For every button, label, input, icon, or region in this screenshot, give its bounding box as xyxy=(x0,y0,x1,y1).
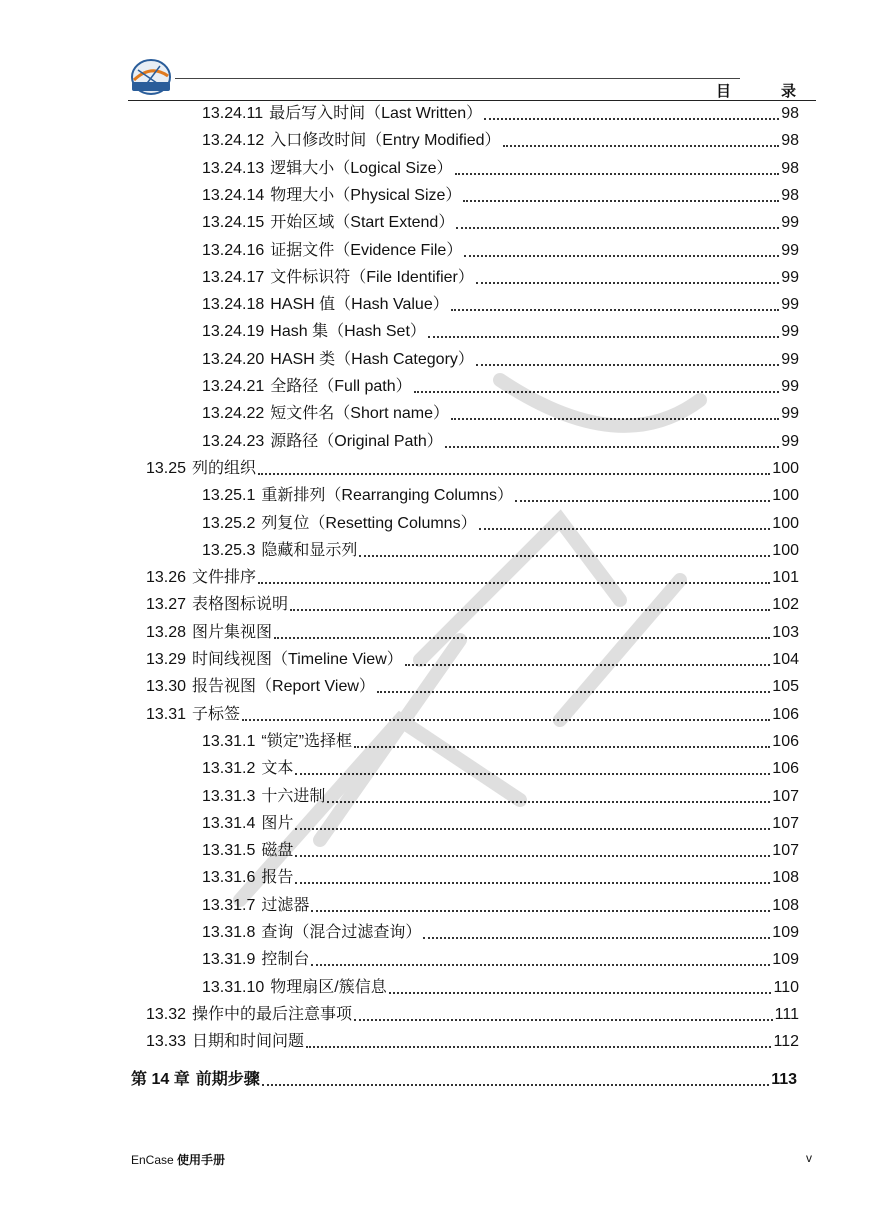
toc-chapter-entry[interactable] xyxy=(131,1070,797,1090)
toc-entry[interactable] xyxy=(202,213,799,233)
toc-dot-leader xyxy=(258,473,770,475)
toc-entry-number: 13.25.1 xyxy=(202,487,256,505)
toc-entry-title: 列复位（Resetting Columns） xyxy=(261,514,477,532)
toc-entry-title: 文件排序 xyxy=(192,569,257,587)
toc-entry-number: 13.31.8 xyxy=(202,924,256,941)
toc-entry-number: 13.24.12 xyxy=(202,132,265,150)
toc-entry[interactable] xyxy=(202,814,799,834)
toc-entry-number: 13.24.23 xyxy=(202,432,265,450)
toc-entry[interactable] xyxy=(202,131,799,151)
toc-entry-title: 查询（混合过滤查询） xyxy=(261,924,422,941)
toc-entry-page: 102 xyxy=(772,596,799,614)
toc-entry[interactable] xyxy=(202,268,799,288)
toc-entry-title: 开始区域（Start Extend） xyxy=(270,214,455,232)
toc-dot-leader xyxy=(463,200,779,202)
toc-entry[interactable] xyxy=(202,350,799,370)
footer-page-number: v xyxy=(806,1151,812,1165)
toc-dot-leader xyxy=(274,637,770,639)
toc-dot-leader xyxy=(306,1046,771,1048)
toc-entry-number: 13.24.16 xyxy=(202,241,265,259)
toc-entry-number: 13.31.2 xyxy=(202,760,256,778)
toc-dot-leader xyxy=(479,528,771,530)
toc-entry-number: 13.25.3 xyxy=(202,541,256,559)
header-thin-rule xyxy=(175,78,740,79)
toc-entry-page: 106 xyxy=(772,732,799,750)
toc-entry-page: 108 xyxy=(772,896,799,914)
toc-entry-title: HASH 值（Hash Value） xyxy=(270,296,449,314)
toc-dot-leader xyxy=(503,145,780,147)
header-rule xyxy=(128,100,816,101)
toc-dot-leader xyxy=(354,1019,773,1021)
toc-entry-title: 隐藏和显示列 xyxy=(261,541,358,559)
toc-dot-leader xyxy=(311,910,770,912)
toc-dot-leader xyxy=(476,282,779,284)
toc-entry-title: 文本 xyxy=(261,760,294,778)
company-logo-icon xyxy=(128,58,174,98)
toc-entry-page: 106 xyxy=(772,705,799,723)
toc-entry[interactable] xyxy=(146,595,799,615)
toc-entry[interactable] xyxy=(202,514,799,534)
toc-entry-number: 13.29 xyxy=(146,651,187,668)
toc-dot-leader xyxy=(290,609,770,611)
toc-entry-number: 13.24.20 xyxy=(202,350,265,368)
footer-book-prefix: EnCase xyxy=(131,1153,174,1167)
toc-entry[interactable] xyxy=(202,241,799,261)
toc-entry-number: 13.31.1 xyxy=(202,732,256,750)
toc-dot-leader xyxy=(451,418,779,420)
toc-entry-title: 操作中的最后注意事项 xyxy=(192,1005,353,1023)
toc-entry[interactable] xyxy=(202,759,799,779)
toc-entry-number: 13.31.4 xyxy=(202,814,256,832)
toc-dot-leader xyxy=(423,937,770,939)
toc-entry[interactable] xyxy=(202,950,799,970)
toc-entry-number: 13.33 xyxy=(146,1033,187,1051)
toc-entry[interactable] xyxy=(202,186,799,206)
toc-entry-page: 108 xyxy=(772,869,799,887)
toc-entry-number: 13.31.7 xyxy=(202,896,256,914)
toc-entry-title: 全路径（Full path） xyxy=(270,378,412,395)
toc-dot-leader xyxy=(377,691,770,693)
toc-entry-number: 13.31.6 xyxy=(202,869,256,887)
toc-entry-number: 13.24.18 xyxy=(202,296,265,314)
toc-entry-page: 99 xyxy=(781,214,799,232)
toc-entry-title: HASH 类（Hash Category） xyxy=(270,350,474,368)
toc-dot-leader xyxy=(451,309,779,311)
toc-entry[interactable] xyxy=(202,159,799,179)
toc-dot-leader xyxy=(359,555,770,557)
footer-book-title xyxy=(131,1151,225,1168)
toc-entry[interactable] xyxy=(202,923,799,943)
toc-entry-number: 13.24.15 xyxy=(202,214,265,232)
toc-entry[interactable] xyxy=(202,868,799,888)
toc-entry-title: 物理大小（Physical Size） xyxy=(270,186,462,204)
toc-entry[interactable] xyxy=(202,486,799,506)
toc-dot-leader xyxy=(455,173,780,175)
page-title-right: 录 xyxy=(780,83,796,100)
toc-entry-title: 子标签 xyxy=(192,705,241,723)
toc-entry-number: 第 14 章 xyxy=(131,1070,190,1088)
toc-entry-page: 101 xyxy=(772,569,799,587)
toc-dot-leader xyxy=(515,500,770,502)
toc-dot-leader xyxy=(428,336,779,338)
toc-entry-title: 物理扇区/簇信息 xyxy=(270,978,387,996)
toc-entry[interactable] xyxy=(202,978,799,998)
toc-dot-leader xyxy=(295,773,770,775)
toc-entry-page: 98 xyxy=(781,132,799,150)
toc-dot-leader xyxy=(258,582,770,584)
toc-entry-number: 13.24.13 xyxy=(202,159,265,177)
toc-entry-title: Hash 集（Hash Set） xyxy=(270,323,426,341)
toc-entry-page: 99 xyxy=(781,323,799,341)
toc-entry-number: 13.30 xyxy=(146,678,187,696)
toc-dot-leader xyxy=(354,746,770,748)
toc-entry-title: 逻辑大小（Logical Size） xyxy=(270,159,453,177)
toc-entry-number: 13.28 xyxy=(146,623,187,641)
toc-entry-page: 103 xyxy=(772,623,799,641)
toc-entry-number: 13.31.5 xyxy=(202,842,256,860)
toc-entry[interactable] xyxy=(202,541,799,561)
toc-entry[interactable] xyxy=(202,104,799,124)
toc-dot-leader xyxy=(464,255,779,257)
toc-entry-page: 105 xyxy=(772,678,799,696)
toc-dot-leader xyxy=(327,801,770,803)
toc-entry[interactable] xyxy=(146,623,799,643)
toc-entry-number: 13.24.17 xyxy=(202,268,265,286)
toc-entry-title: 文件标识符（File Identifier） xyxy=(270,268,474,286)
toc-entry-page: 107 xyxy=(772,814,799,832)
toc-entry-page: 99 xyxy=(781,296,799,314)
toc-entry-title: 磁盘 xyxy=(261,842,294,860)
toc-dot-leader xyxy=(242,719,770,721)
toc-entry[interactable] xyxy=(146,677,799,697)
toc-dot-leader xyxy=(311,964,770,966)
toc-entry-number: 13.27 xyxy=(146,596,187,614)
toc-entry-number: 13.24.14 xyxy=(202,186,265,204)
toc-entry[interactable] xyxy=(202,841,799,861)
toc-entry-title: 过滤器 xyxy=(261,896,310,914)
footer-book-suffix: 使用手册 xyxy=(177,1153,226,1167)
toc-entry-page: 106 xyxy=(772,760,799,778)
toc-entry[interactable] xyxy=(146,1005,799,1025)
toc-entry-page: 100 xyxy=(772,487,799,505)
page-title-left: 目 xyxy=(716,83,732,100)
toc-entry-page: 107 xyxy=(772,787,799,805)
toc-entry-number: 13.31.3 xyxy=(202,787,256,805)
toc-dot-leader xyxy=(295,882,770,884)
toc-entry-number: 13.31.9 xyxy=(202,951,256,969)
toc-entry-page: 109 xyxy=(772,951,799,969)
toc-entry-number: 13.31 xyxy=(146,705,187,723)
toc-entry-page: 107 xyxy=(772,842,799,860)
toc-entry-title: 图片集视图 xyxy=(192,623,273,641)
toc-entry-page: 98 xyxy=(781,186,799,204)
toc-entry-page: 98 xyxy=(781,159,799,177)
toc-entry[interactable] xyxy=(202,432,799,452)
toc-entry-page: 100 xyxy=(772,459,799,477)
toc-dot-leader xyxy=(456,227,779,229)
toc-dot-leader xyxy=(405,664,771,666)
toc-entry-page: 99 xyxy=(781,432,799,450)
toc-entry-page: 109 xyxy=(772,924,799,941)
toc-entry-title: 控制台 xyxy=(261,951,310,969)
toc-entry-number: 13.32 xyxy=(146,1005,187,1023)
toc-entry-page: 99 xyxy=(781,350,799,368)
toc-entry-page: 100 xyxy=(772,541,799,559)
toc-entry[interactable] xyxy=(146,1032,799,1052)
toc-entry[interactable] xyxy=(202,787,799,807)
toc-entry[interactable] xyxy=(202,732,799,752)
toc-dot-leader xyxy=(445,446,779,448)
toc-entry[interactable] xyxy=(202,322,799,342)
toc-entry-page: 99 xyxy=(781,378,799,395)
toc-entry-title: 报告 xyxy=(261,869,294,887)
toc-entry-title: 最后写入时间（Last Written） xyxy=(269,105,483,122)
toc-entry-title: 证据文件（Evidence File） xyxy=(270,241,463,259)
toc-entry-number: 13.25 xyxy=(146,459,187,477)
toc-entry-number: 13.26 xyxy=(146,569,187,587)
toc-entry[interactable] xyxy=(202,377,799,397)
toc-dot-leader xyxy=(295,828,770,830)
toc-entry-number: 13.24.19 xyxy=(202,323,265,341)
toc-entry-title: 短文件名（Short name） xyxy=(270,405,449,423)
toc-entry[interactable] xyxy=(202,404,799,424)
toc-entry-number: 13.24.21 xyxy=(202,378,265,395)
toc-entry-title: 入口修改时间（Entry Modified） xyxy=(270,132,501,150)
toc-entry-page: 100 xyxy=(772,514,799,532)
toc-entry-page: 112 xyxy=(773,1033,799,1051)
toc-entry-title: 十六进制 xyxy=(261,787,326,805)
toc-entry-page: 99 xyxy=(781,268,799,286)
toc-entry-page: 110 xyxy=(773,978,799,996)
toc-dot-leader xyxy=(414,391,780,393)
toc-entry[interactable] xyxy=(202,295,799,315)
toc-entry-page: 99 xyxy=(781,405,799,423)
toc-entry-number: 13.31.10 xyxy=(202,978,265,996)
toc-dot-leader xyxy=(295,855,770,857)
toc-entry-title: 表格图标说明 xyxy=(192,596,289,614)
toc-entry[interactable] xyxy=(146,568,799,588)
toc-entry-title: 列的组织 xyxy=(192,459,257,477)
toc-dot-leader xyxy=(262,1084,769,1086)
toc-dot-leader xyxy=(476,364,779,366)
toc-entry[interactable] xyxy=(146,705,799,725)
toc-entry-title: 报告视图（Report View） xyxy=(192,678,375,696)
toc-entry-title: 重新排列（Rearranging Columns） xyxy=(261,487,514,505)
toc-entry-page: 113 xyxy=(771,1070,797,1088)
toc-entry[interactable] xyxy=(146,650,799,670)
toc-entry-number: 13.25.2 xyxy=(202,514,256,532)
toc-entry-page: 98 xyxy=(781,105,799,122)
toc-entry-title: 源路径（Original Path） xyxy=(270,432,443,450)
toc-entry-number: 13.24.22 xyxy=(202,405,265,423)
toc-entry-title: “锁定”选择框 xyxy=(261,732,353,750)
toc-entry-page: 104 xyxy=(772,651,799,668)
toc-entry-title: 图片 xyxy=(261,814,294,832)
toc-entry-page: 99 xyxy=(781,241,799,259)
toc-entry[interactable] xyxy=(146,459,799,479)
toc-dot-leader xyxy=(389,992,772,994)
toc-entry-title: 前期步骤 xyxy=(195,1070,260,1088)
toc-entry-title: 日期和时间问题 xyxy=(192,1033,305,1051)
page-title xyxy=(716,80,796,101)
toc-entry-page: 111 xyxy=(774,1005,799,1023)
toc-dot-leader xyxy=(484,118,779,120)
toc-entry[interactable] xyxy=(202,896,799,916)
toc-entry-title: 时间线视图（Timeline View） xyxy=(192,651,403,668)
toc-entry-number: 13.24.11 xyxy=(202,105,264,122)
